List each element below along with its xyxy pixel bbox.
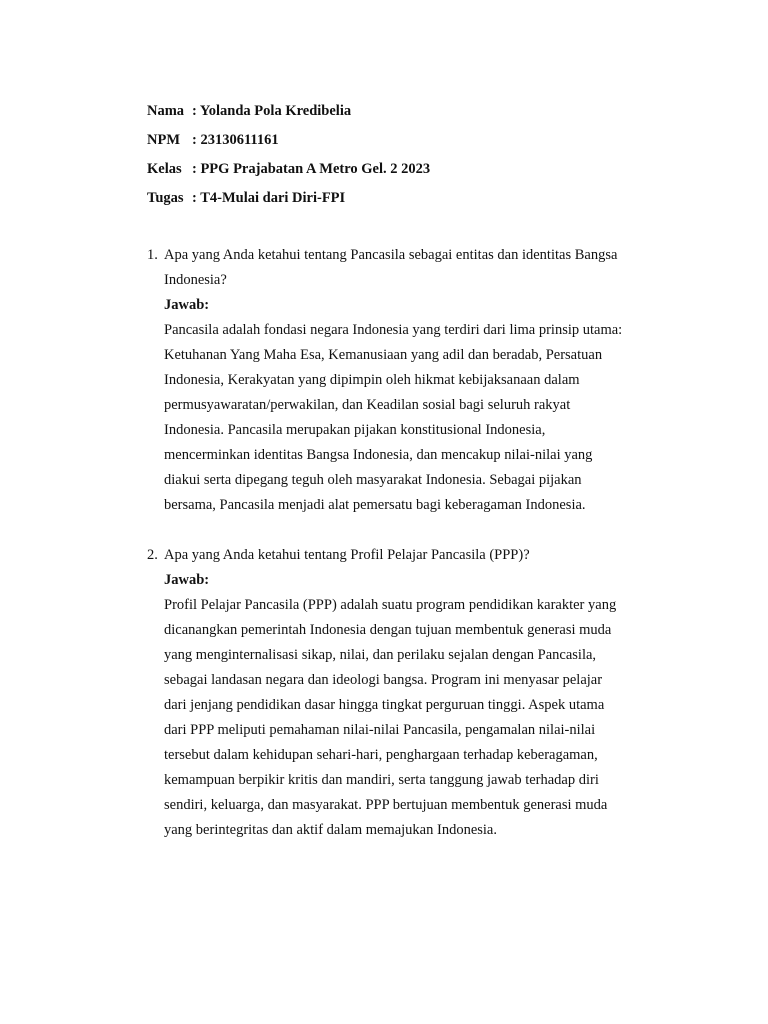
answer-line: sendiri, keluarga, dan masyarakat. PPP bertujuan membentuk generasi muda [164, 797, 608, 813]
answer-line: dari PPP meliputi pemahaman nilai-nilai Pancasila, pengamalan nilai-nilai [164, 722, 596, 738]
answer-line: yang berintegritas dan aktif dalam memajukan Indonesia. [164, 822, 497, 838]
answer-line: permusyawaratan/perwakilan, dan Keadilan sosial bagi seluruh rakyat [164, 397, 571, 413]
header-key: Tugas [147, 190, 184, 206]
answer-line: diakui serta dipegang teguh oleh masyarakat Indonesia. Sebagai pijakan [164, 472, 582, 488]
answer-line: bersama, Pancasila menjadi alat pemersatu bagi keberagaman Indonesia. [164, 497, 586, 513]
header-key: NPM [147, 132, 181, 148]
header-value: : 23130611161 [192, 132, 279, 148]
question-line: Indonesia? [164, 272, 227, 288]
answer-label: Jawab: [164, 297, 210, 313]
header-row-nama [147, 101, 707, 130]
question-item-1 [147, 243, 667, 518]
question-list [147, 243, 667, 843]
question-number: 2. [147, 547, 158, 563]
answer-line: Ketuhanan Yang Maha Esa, Kemanusiaan yang adil dan beradab, Persatuan [164, 347, 603, 363]
answer-text [164, 318, 667, 518]
header-value: : PPG Prajabatan A Metro Gel. 2 2023 [192, 161, 431, 177]
answer-line: sebagai landasan negara dan ideologi bangsa. Program ini menyasar pelajar [164, 672, 603, 688]
question-text [164, 243, 667, 293]
question-text [164, 543, 667, 568]
header-row-npm [147, 130, 707, 159]
student-info-header [147, 101, 707, 217]
answer-line: dari jenjang pendidikan dasar hingga tingkat perguruan tinggi. Aspek utama [164, 697, 605, 713]
header-row-tugas [147, 188, 707, 217]
answer-line: Indonesia. Pancasila merupakan pijakan konstitusional Indonesia, [164, 422, 546, 438]
answer-text [164, 593, 667, 843]
answer-line: Pancasila adalah fondasi negara Indonesia yang terdiri dari lima prinsip utama: [164, 322, 623, 338]
question-line: Apa yang Anda ketahui tentang Pancasila sebagai entitas dan identitas Bangsa [164, 247, 618, 263]
answer-line: tersebut dalam kehidupan sehari-hari, penghargaan terhadap keberagaman, [164, 747, 598, 763]
answer-line: yang menginternalisasi sikap, nilai, dan perilaku sejalan dengan Pancasila, [164, 647, 597, 663]
question-line: Apa yang Anda ketahui tentang Profil Pelajar Pancasila (PPP)? [164, 547, 530, 563]
answer-label: Jawab: [164, 572, 210, 588]
header-row-kelas [147, 159, 707, 188]
header-value: : Yolanda Pola Kredibelia [192, 103, 352, 119]
header-key: Nama [147, 103, 185, 119]
question-item-2 [147, 543, 667, 843]
answer-line: Indonesia, Kerakyatan yang dipimpin oleh hikmat kebijaksanaan dalam [164, 372, 580, 388]
answer-line: dicanangkan pemerintah Indonesia dengan tujuan membentuk generasi muda [164, 622, 612, 638]
header-value: : T4-Mulai dari Diri-FPI [192, 190, 346, 206]
answer-line: mencerminkan identitas Bangsa Indonesia, dan mencakup nilai-nilai yang [164, 447, 593, 463]
answer-line: kemampuan berpikir kritis dan mandiri, serta tanggung jawab terhadap diri [164, 772, 599, 788]
answer-line: Profil Pelajar Pancasila (PPP) adalah suatu program pendidikan karakter yang [164, 597, 617, 613]
question-number: 1. [147, 247, 158, 263]
header-key: Kelas [147, 161, 182, 177]
